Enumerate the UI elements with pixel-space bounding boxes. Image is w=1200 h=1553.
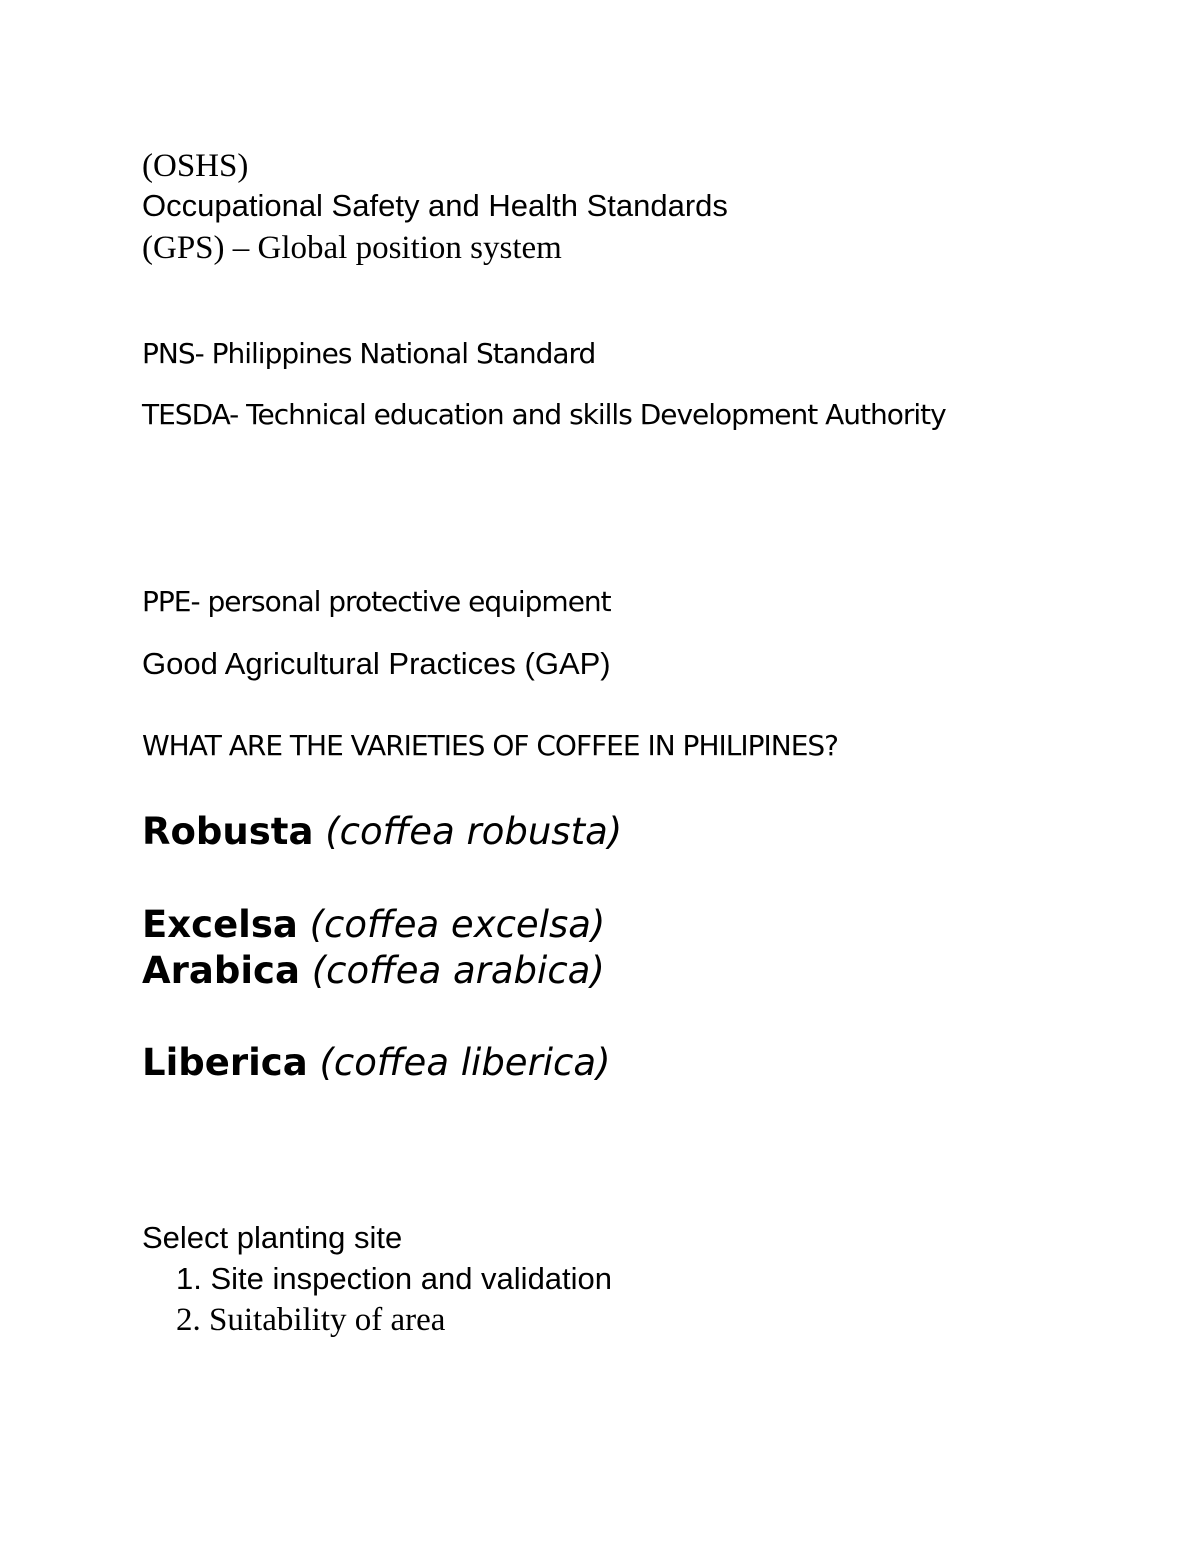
variety-arabica bbox=[142, 949, 605, 992]
list-item-text: Suitability of area bbox=[209, 1302, 446, 1338]
variety-scientific-name: (coffea liberica) bbox=[319, 1041, 611, 1084]
planting-step-2 bbox=[176, 1304, 445, 1337]
variety-excelsa bbox=[142, 903, 606, 946]
planting-heading: Select planting site bbox=[142, 1220, 403, 1255]
planting-step-1 bbox=[176, 1263, 612, 1294]
oshs-acronym: (OSHS) bbox=[142, 148, 249, 184]
variety-scientific-name: (coffea arabica) bbox=[311, 949, 605, 992]
variety-scientific-name: (coffea robusta) bbox=[325, 810, 623, 853]
list-item-text: Site inspection and validation bbox=[210, 1261, 613, 1296]
gps-definition: (GPS) – Global position system bbox=[142, 230, 562, 266]
list-number: 1. bbox=[176, 1261, 202, 1296]
ppe-definition: PPE- personal protective equipment bbox=[142, 585, 611, 618]
list-number: 2. bbox=[176, 1302, 201, 1338]
variety-scientific-name: (coffea excelsa) bbox=[309, 903, 606, 946]
variety-name: Excelsa bbox=[142, 903, 298, 946]
oshs-full-name: Occupational Safety and Health Standards bbox=[142, 188, 728, 223]
variety-name: Arabica bbox=[142, 949, 300, 992]
pns-definition: PNS- Philippines National Standard bbox=[142, 337, 596, 370]
variety-name: Liberica bbox=[142, 1041, 308, 1084]
tesda-definition: TESDA- Technical education and skills Development Authority bbox=[142, 398, 946, 431]
variety-robusta bbox=[142, 810, 623, 853]
variety-name: Robusta bbox=[142, 810, 314, 853]
gap-definition: Good Agricultural Practices (GAP) bbox=[142, 646, 611, 681]
variety-liberica bbox=[142, 1041, 611, 1084]
varieties-question: WHAT ARE THE VARIETIES OF COFFEE IN PHILIPINES? bbox=[142, 729, 839, 762]
